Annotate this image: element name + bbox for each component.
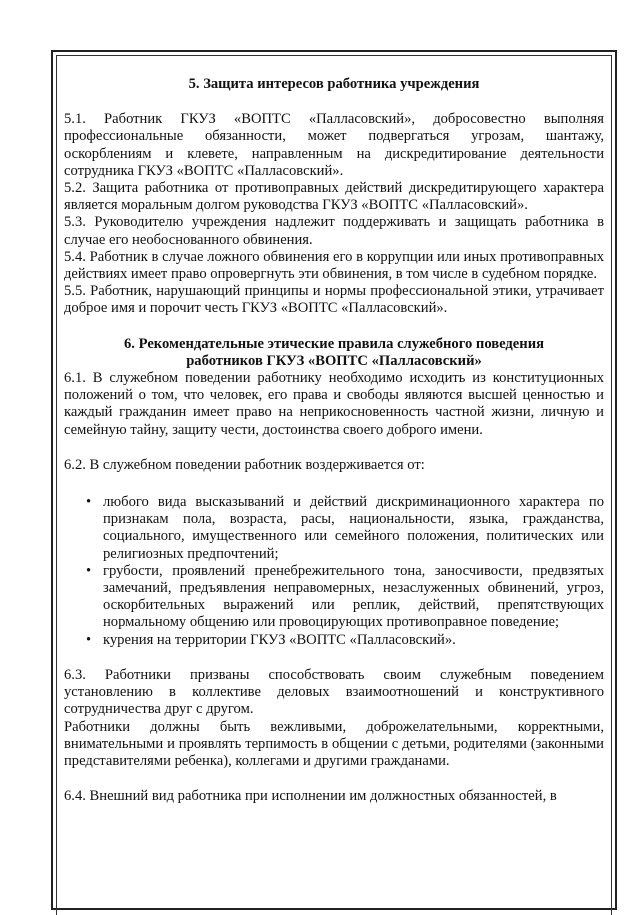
- paragraph-6-3-cont: Работники должны быть вежливыми, доброжелательными, корректными, внимательными и проявлять терпимость в общении с детьми, родителями (законными представителями ребенка), коллегами и другими гражданами.: [64, 718, 604, 769]
- paragraph-5-1: 5.1. Работник ГКУЗ «ВОПТС «Палласовский», добросовестно выполняя профессиональные обязанности, может подвергаться угрозам, шантажу, оскорблениям и клевете, направленным на дискредитирование деятельности сотрудника ГКУЗ «ВОПТС «Палласовский».: [64, 111, 604, 179]
- paragraph-6-3: 6.3. Работники призваны способствовать своим служебным поведением установлению в коллективе деловых взаимоотношений и конструктивного сотрудничества друг с другом.: [64, 666, 604, 718]
- restrictions-list: [64, 494, 604, 649]
- paragraph-5-3: 5.3. Руководителю учреждения надлежит поддерживать и защищать работника в случае его необоснованного обвинения.: [64, 214, 604, 248]
- section-6-heading-line-1: 6. Рекомендательные этические правила служебного поведения: [124, 335, 544, 352]
- list-item: • курения на территории ГКУЗ «ВОПТС «Палласовский».: [64, 632, 604, 649]
- paragraph-6-4: 6.4. Внешний вид работника при исполнении им должностных обязанностей, в: [64, 788, 557, 805]
- paragraph-5-5: 5.5. Работник, нарушающий принципы и нормы профессиональной этики, утрачивает доброе имя и порочит честь ГКУЗ «ВОПТС «Палласовский».: [64, 283, 604, 317]
- paragraph-6-2: 6.2. В служебном поведении работник воздерживается от:: [64, 456, 425, 473]
- section-5-heading: 5. Защита интересов работника учреждения: [188, 76, 480, 92]
- paragraph-5-2: 5.2. Защита работника от противоправных действий дискредитирующего характера является моральным долгом руководства ГКУЗ «ВОПТС «Палласовский».: [64, 180, 604, 214]
- paragraph-6-1: 6.1. В служебном поведении работнику необходимо исходить из конституционных положений о том, что человек, его права и свободы являются высшей ценностью и каждый гражданин имеет право на неприкосновенность частной жизни, личную и семейную тайну, защиту чести, достоинства своего доброго имени.: [64, 370, 604, 438]
- list-item: • любого вида высказываний и действий дискриминационного характера по признакам пола, возраста, расы, национальности, языка, гражданства, социального, имущественного или семейного положения, политических или религиозных предпочтений;: [64, 494, 604, 563]
- paragraph-5-4: 5.4. Работник в случае ложного обвинения его в коррупции или иных противоправных действиях имеет право опровергнуть эти обвинения, в том числе в судебном порядке.: [64, 248, 604, 283]
- list-item: • грубости, проявлений пренебрежительного тона, заносчивости, предвзятых замечаний, предъявления неправомерных, незаслуженных обвинений, угроз, оскорбительных выражений или реплик, действий, препятствующих нормальному общению или провоцирующих противоправное поведение;: [64, 563, 604, 632]
- section-6-heading-line-2: работников ГКУЗ «ВОПТС «Палласовский»: [186, 352, 482, 369]
- document-body: [64, 76, 604, 805]
